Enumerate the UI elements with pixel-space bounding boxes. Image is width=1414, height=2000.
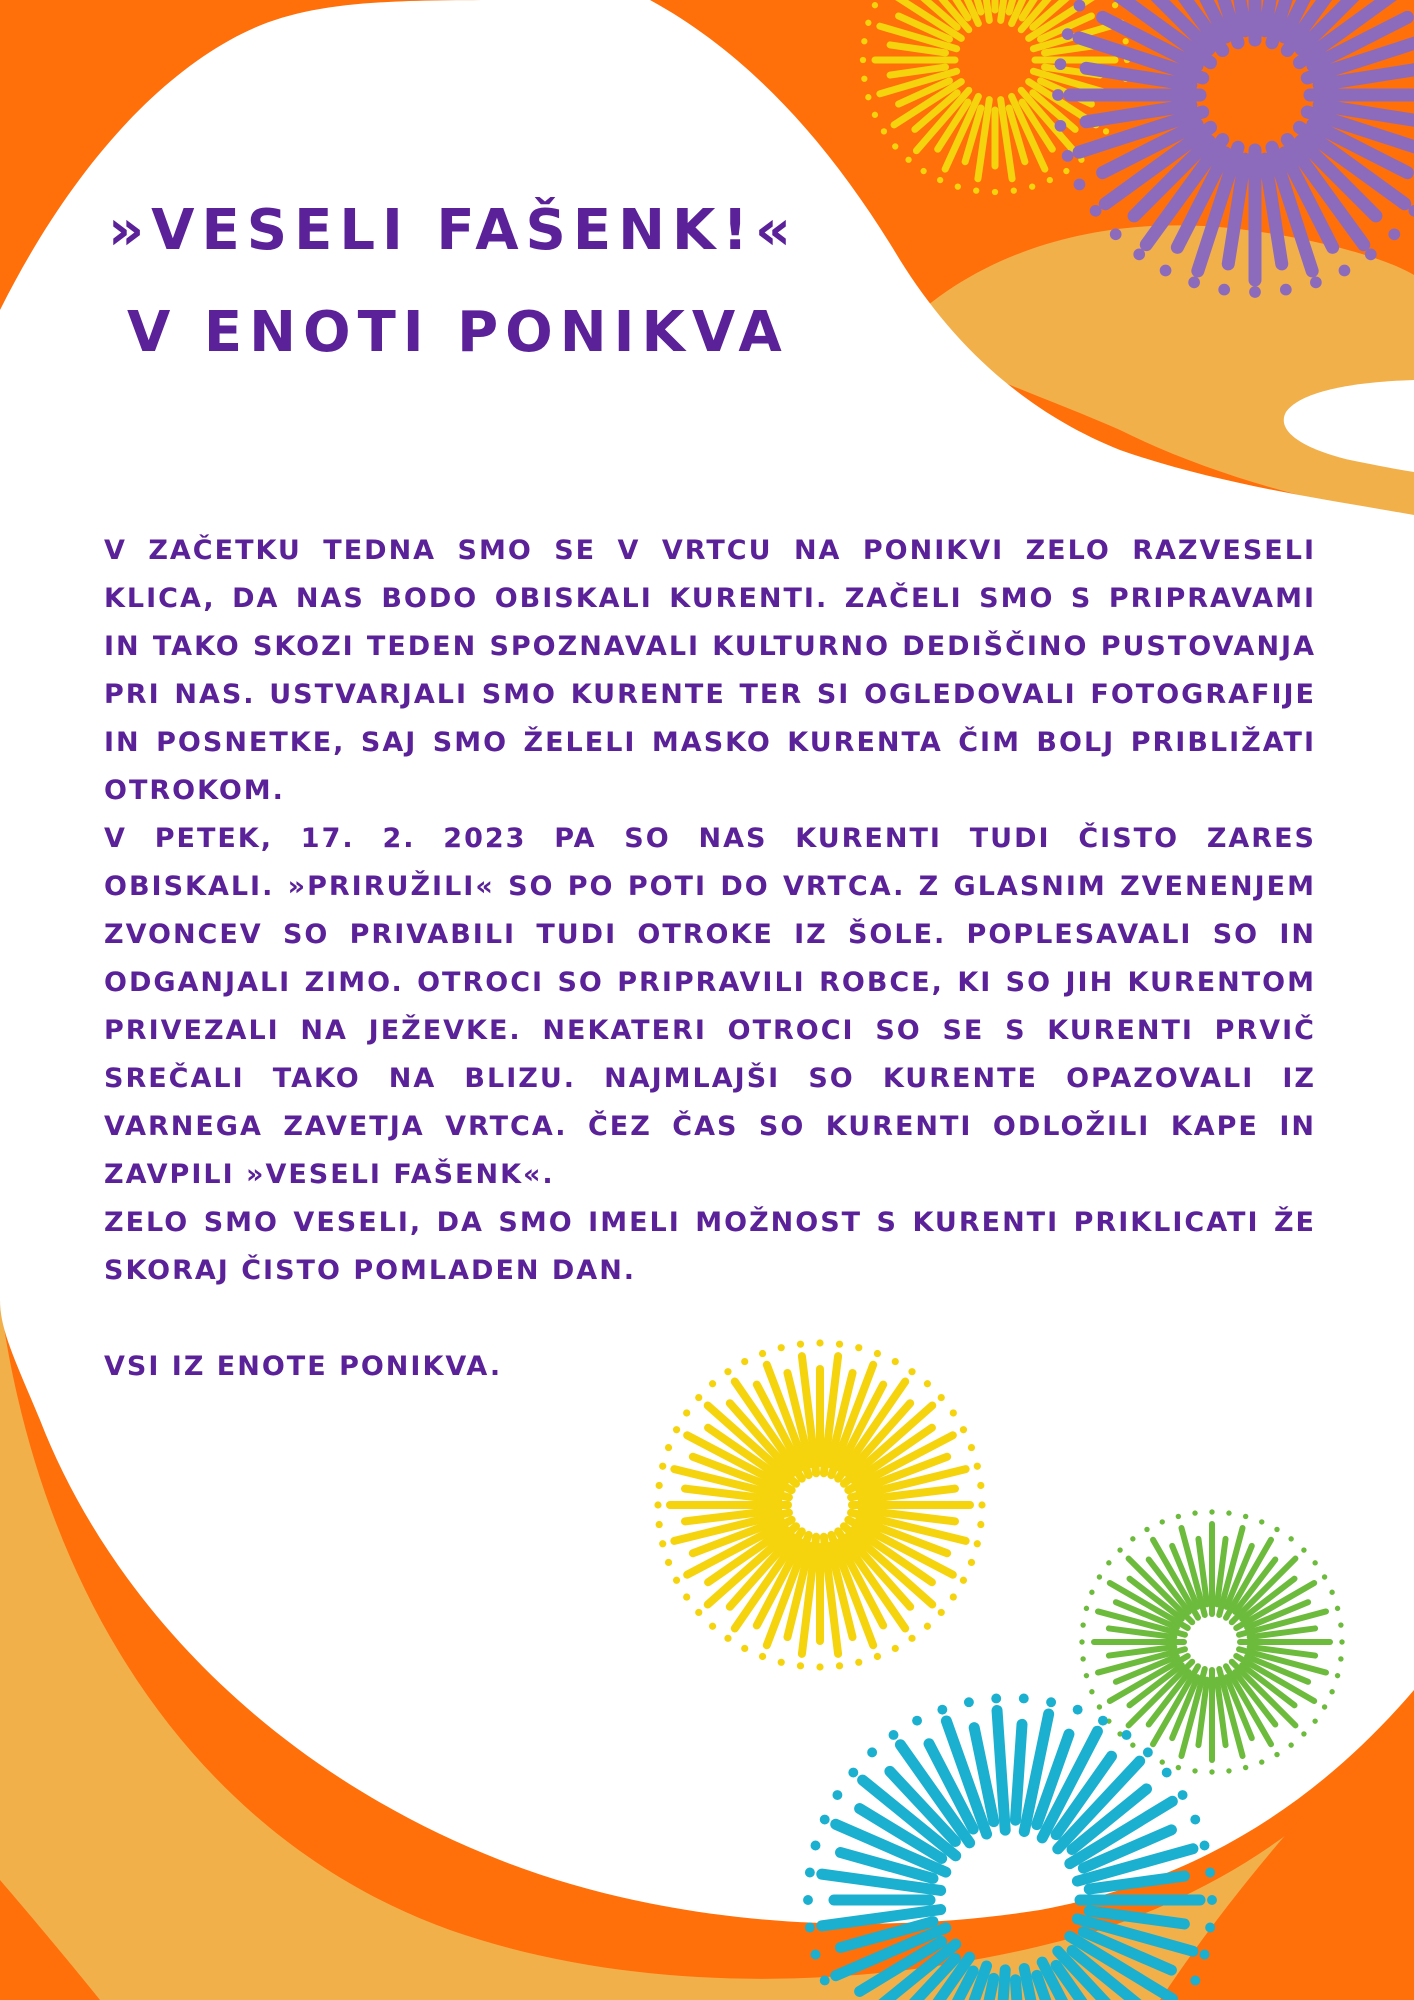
- paragraph-3: ZELO SMO VESELI, DA SMO IMELI MOŽNOST S KURENTI PRIKLICATI ŽE SKORAJ ČISTO POMLADEN DAN.: [104, 1207, 1316, 1286]
- paragraph-2: V PETEK, 17. 2. 2023 PA SO NAS KURENTI TUDI ČISTO ZARES OBISKALI. »PRIRUŽILI« SO PO POTI DO VRTCA. Z GLASNIM ZVENENJEM ZVONCEV SO PRIVABILI TUDI OTROKE IZ ŠOLE. POPLESAVALI SO IN ODGANJALI ZIMO. OTROCI SO PRIPRAVILI ROBCE, KI SO JIH KURENTOM PRIVEZALI NA JEŽEVKE. NEKATERI OTROCI SO SE S KURENTI PRVIČ SREČALI TAKO NA BLIZU. NAJMLAJŠI SO KURENTE OPAZOVALI IZ VARNEGA ZAVETJA VRTCA. ČEZ ČAS SO KURENTI ODLOŽILI KAPE IN ZAVPILI »VESELI FAŠENK«.: [104, 823, 1316, 1190]
- page-title-line-1: »VESELI FAŠENK!«: [108, 198, 799, 263]
- article-body: [104, 527, 1316, 1391]
- paragraph-1: V ZAČETKU TEDNA SMO SE V VRTCU NA PONIKVI ZELO RAZVESELI KLICA, DA NAS BODO OBISKALI KURENTI. ZAČELI SMO S PRIPRAVAMI IN TAKO SKOZI TEDEN SPOZNAVALI KULTURNO DEDIŠČINO PUSTOVANJA PRI NAS. USTVARJALI SMO KURENTE TER SI OGLEDOVALI FOTOGRAFIJE IN POSNETKE, SAJ SMO ŽELELI MASKO KURENTA ČIM BOLJ PRIBLIŽATI OTROKOM.: [104, 535, 1316, 806]
- paragraph-spacer: [104, 1295, 1316, 1343]
- page-title-line-2: V ENOTI PONIKVA: [127, 300, 789, 365]
- signature: VSI IZ ENOTE PONIKVA.: [104, 1351, 503, 1382]
